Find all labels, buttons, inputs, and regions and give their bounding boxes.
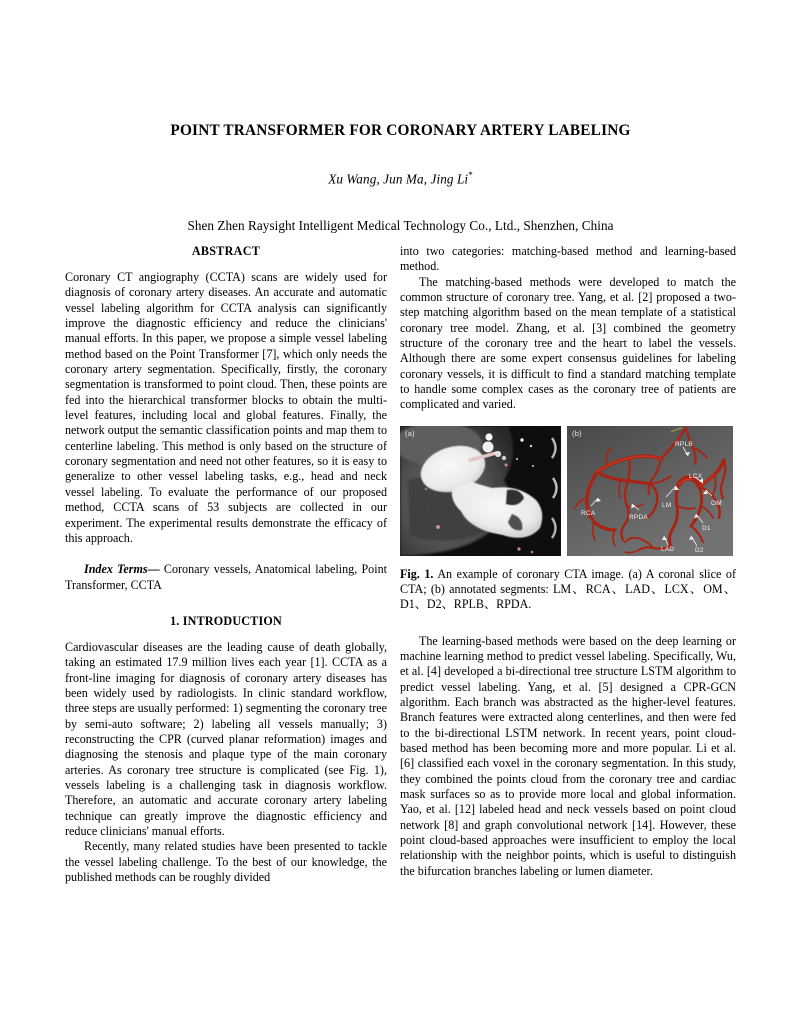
ct-slice-image (400, 426, 561, 556)
right-column (400, 244, 736, 885)
vessel-label-rpda: RPDA (629, 513, 648, 521)
vessel-label-rca: RCA (581, 509, 596, 517)
title-block (65, 0, 736, 234)
figure-caption (400, 556, 736, 613)
index-terms-label: Index Terms— (84, 562, 160, 577)
page-title: POINT TRANSFORMER FOR CORONARY ARTERY LABELING (170, 122, 631, 139)
intro-paragraph-1: Cardiovascular diseases are the leading cause of death globally, taking an estimated 17.9 million lives each year [1]. CCTA as a front-line imaging for diagnosis of coronary artery diseases has been widely used by radiologists. In clinic standard workflow, three steps are usually performed: 1) segmenting the coronary tree by semi-auto software; 2) labeling all vessels manually; 3) reconstructing the CPR (curved planar reformation) images and diagnosing the stenosis and plaque type of the main coronary arteries. As coronary tree structure is complicated (see Fig. 1), vessels labeling is a challenging task in diagnosis workflow. Therefore, an automatic and accurate coronary artery labeling technique can greatly improve the diagnostic efficiency and reduce clinicians' manual efforts. (65, 639, 387, 838)
paragraph-matching-based: The matching-based methods were developed to match the common structure of coronary tree. Yang, et al. [2] proposed a two-step matching algorithm based on the mean template of a statistical coronary tree model. Zhang, et al. [3] combined the geometry structure of the coronary tree and the heart to label the vessels. Although there are some expert consensus guidelines for labeling coronary vessels, it is difficult to find a standard matching template to handle some complex cases as the coronary tree of patients are complicated and varied. (400, 274, 736, 412)
spacer (65, 593, 387, 614)
spacer (400, 413, 736, 424)
figure-panel-b-coronary-tree (567, 426, 733, 556)
author-names: Xu Wang, Jun Ma, Jing Li (328, 171, 469, 187)
vessel-label-d1: D1 (702, 524, 711, 532)
paragraph-learning-based: The learning-based methods were based on the deep learning or machine learning method to predict vessel labeling. Specifically, Wu, et al. [4] developed a bi-directional tree structure LSTM algorithm to predict vessel labeling. Yang, et al. [5] designed a CPR-GCN algorithm. Each branch was abstracted as the higher-level features. Branch features were extracted along centerlines, and then were fed to the bi-directional LSTM network. In recent years, point cloud-based method has been becoming more and more popular. Li et al. [6] classified each voxel in the coronary segmentation. In this study, they combined the points cloud from the coronary tree and cardiac mask surfaces so as to provide more local and global information. Yao, et al. [12] labeled head and neck vessels based on point cloud network [8] and graph convolutional network [14]. However, these point cloud-based approaches were insufficient to employ the local relationship with the neighbor points, which is useful to distinguish the bifurcation branches labeling or lumen diameter. (400, 633, 736, 878)
page-content (65, 0, 736, 1024)
spacer (400, 613, 736, 634)
figure-caption-text: An example of coronary CTA image. (a) A coronal slice of CTA; (b) annotated segments: LM、RCA、LAD、LCX、OM、D1、D2、RPLB、RPDA. (400, 566, 736, 612)
figure-panel-a-ct-slice (400, 426, 561, 556)
index-terms-body: Coronary vessels, Anatomical labeling, Point Transformer, CCTA (65, 562, 387, 592)
panel-a-tag: (a) (405, 428, 415, 438)
spacer (65, 546, 387, 562)
vessel-label-rplb: RPLB (675, 440, 693, 448)
vessel-label-lad: LAD (661, 545, 675, 553)
figure-1 (400, 424, 736, 613)
left-column (65, 244, 387, 885)
body-columns (65, 244, 736, 885)
affiliation: Shen Zhen Raysight Intelligent Medical Technology Co., Ltd., Shenzhen, China (187, 217, 614, 233)
panel-b-tag: (b) (572, 428, 582, 438)
author-footnote-marker: * (468, 170, 473, 181)
introduction-heading: 1. INTRODUCTION (170, 613, 282, 628)
author-list (65, 140, 736, 187)
coronary-tree-rendering (567, 426, 733, 556)
vessel-label-lcx: LCX (689, 472, 703, 480)
figure-panels (400, 426, 736, 556)
abstract-body: Coronary CT angiography (CCTA) scans are widely used for diagnosis of coronary artery diseases. An accurate and automatic vessel labeling algorithm for CCTA analysis can significantly improve the diagnostic efficiency and reduce the clinicians' manual efforts. In this paper, we propose a simple vessel labeling method based on the Point Transformer [7], which only needs the coronary artery segmentation. Specifically, firstly, the coronary segmentation is transformed to point cloud. Then, these points are fed into the hierarchical transformer blocks to obtain the multi-level features, including local and global features. Finally, the network output the semantic classification points and map them to centerline labeling. This method is only based on the structure of coronary segmentation and need not other features, so it is easy to generalize to other vessel labeling tasks, e.g., head and neck vessel labeling. To evaluate the performance of our proposed method, CCTA scans of 53 subjects are collected in our experiment. The experimental results demonstrate the efficacy of this approach. (65, 270, 387, 545)
figure-number: Fig. 1. (400, 566, 434, 581)
index-terms (65, 562, 387, 593)
intro-paragraph-2: Recently, many related studies have been presented to tackle the vessel labeling challenge. To the best of our knowledge, the published methods can be roughly divided (65, 839, 387, 885)
vessel-label-lm: LM (662, 501, 672, 509)
paragraph-continuation: into two categories: matching-based method and learning-based method. (400, 244, 736, 274)
vessel-label-d2: D2 (695, 546, 704, 554)
vessel-label-om: OM (711, 499, 722, 507)
abstract-heading: ABSTRACT (191, 244, 261, 258)
